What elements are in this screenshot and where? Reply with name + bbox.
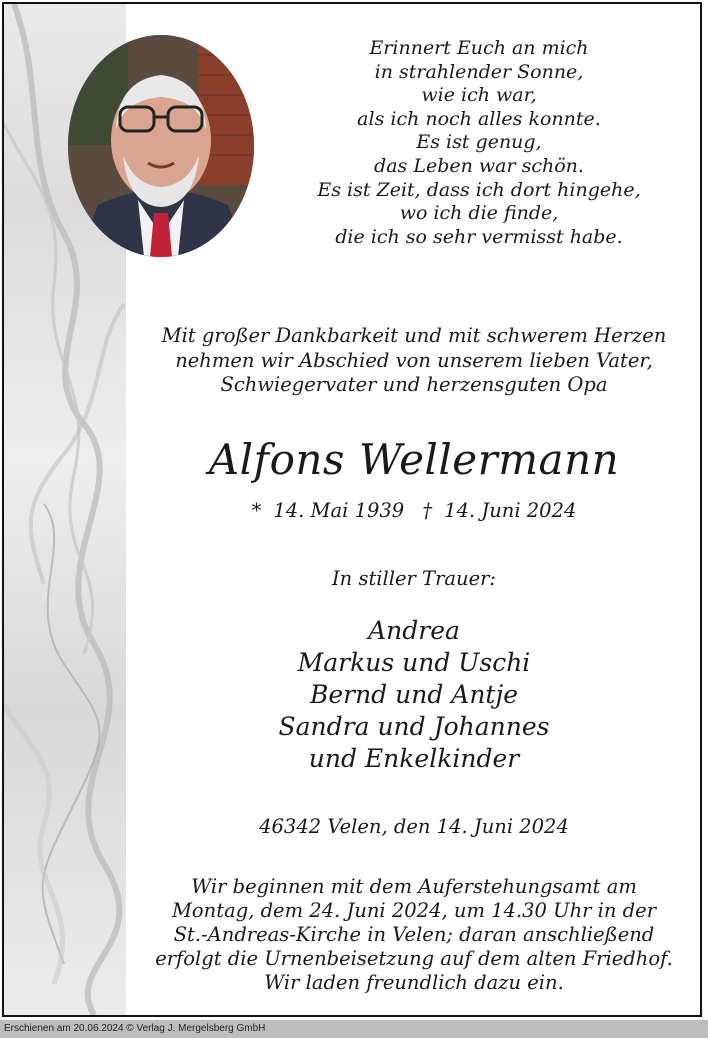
poem-line: als ich noch alles konnte. [357, 107, 601, 130]
birth-date: 14. Mai 1939 [273, 499, 405, 522]
life-dates [144, 498, 684, 524]
place-date: 46342 Velen, den 14. Juni 2024 [259, 815, 569, 838]
family-member: Bernd und Antje [309, 680, 519, 709]
birth-symbol: * [251, 499, 262, 522]
family-member: Andrea [368, 616, 460, 645]
intro-line: Schwiegervater und herzensguten Opa [220, 373, 608, 396]
service-line: erfolgt die Urnenbeisetzung auf dem alten Friedhof. [155, 947, 673, 970]
service-line: St.-Andreas-Kirche in Velen; daran anschließend [173, 923, 655, 946]
poem-line: das Leben war schön. [374, 154, 584, 177]
family-member: und Enkelkinder [308, 744, 520, 773]
poem-line: die ich so sehr vermisst habe. [335, 225, 623, 248]
family-member: Markus und Uschi [297, 648, 531, 677]
service-line: Montag, dem 24. Juni 2024, um 14.30 Uhr in der [171, 899, 657, 922]
service-info [144, 875, 684, 995]
poem-line: Erinnert Euch an mich [369, 37, 589, 59]
obituary-frame [2, 2, 702, 1017]
death-date: 14. Juni 2024 [444, 499, 577, 522]
intro-line: nehmen wir Abschied von unserem lieben Vater, [175, 348, 653, 372]
mourning-label: In stiller Trauer: [331, 567, 497, 590]
service-line: Wir beginnen mit dem Auferstehungsamt am [191, 875, 637, 898]
poem-line: Es ist Zeit, dass ich dort hingehe, [317, 178, 641, 201]
intro-line: Mit großer Dankbarkeit und mit schwerem Herzen [161, 324, 667, 347]
poem-line: wie ich war, [421, 84, 537, 107]
poem-line: Es ist genug, [416, 131, 542, 154]
family-list [144, 615, 684, 775]
family-member: Sandra und Johannes [278, 712, 550, 741]
publication-footer: Erschienen am 20.06.2024 © Verlag J. Mergelsberg GmbH [0, 1020, 708, 1038]
deceased-name: Alfons Wellermann [208, 435, 620, 484]
farewell-intro [144, 324, 684, 398]
poem [274, 37, 684, 249]
poem-line: wo ich die finde, [399, 202, 559, 225]
portrait-photo [68, 35, 254, 257]
service-line: Wir laden freundlich dazu ein. [264, 971, 564, 994]
poem-line: in strahlender Sonne, [374, 60, 584, 83]
death-symbol: † [422, 499, 433, 522]
